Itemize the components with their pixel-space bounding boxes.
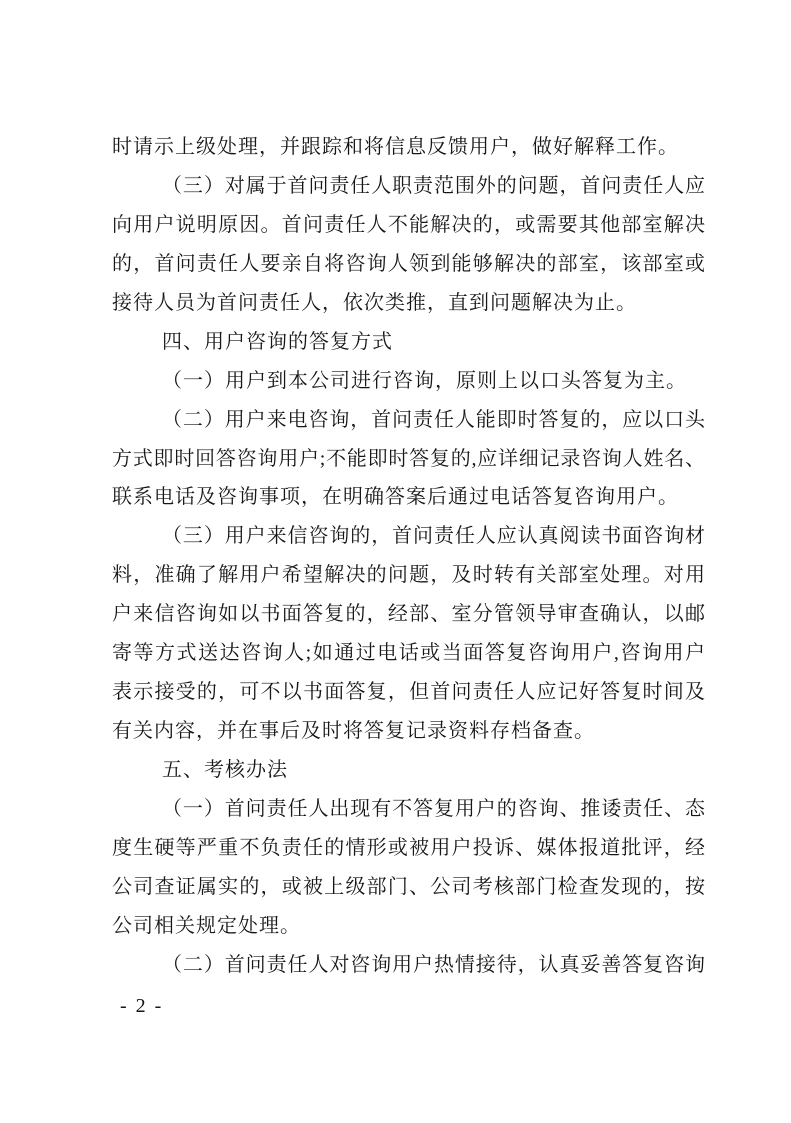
- text-line: （二）用户来电咨询，首问责任人能即时答复的，应以口头: [162, 408, 705, 431]
- text-line: （一）用户到本公司进行咨询，原则上以口头答复为主。: [162, 369, 687, 392]
- text-line: （三）对属于首问责任人职责范围外的问题，首问责任人应: [162, 174, 705, 197]
- text-line: 表示接受的，可不以书面答复，但首问责任人应记好答复时间及: [112, 681, 705, 704]
- text-line: 公司相关规定处理。: [112, 914, 301, 937]
- text-line: （二）首问责任人对咨询用户热情接待，认真妥善答复咨询: [162, 953, 705, 976]
- text-line: 户来信咨询如以书面答复的，经部、室分管领导审查确认，以邮: [112, 603, 705, 626]
- text-line: 向用户说明原因。首问责任人不能解决的，或需要其他部室解决: [112, 213, 705, 236]
- text-line: 的，首问责任人要亲自将咨询人领到能够解决的部室，该部室或: [112, 252, 705, 275]
- page-number: - 2 -: [120, 995, 164, 1017]
- text-line: 度生硬等严重不负责任的情形或被用户投诉、媒体报道批评，经: [112, 836, 705, 859]
- text-line: 公司查证属实的，或被上级部门、公司考核部门检查发现的，按: [112, 875, 705, 898]
- text-line: 有关内容，并在事后及时将答复记录资料存档备查。: [112, 720, 595, 743]
- text-line: （一）首问责任人出现有不答复用户的咨询、推诿责任、态: [162, 797, 705, 820]
- text-line: 料，准确了解用户希望解决的问题，及时转有关部室处理。对用: [112, 564, 705, 587]
- text-line: 寄等方式送达咨询人;如通过电话或当面答复咨询用户,咨询用户: [112, 642, 705, 665]
- text-line: 联系电话及咨询事项，在明确答案后通过电话答复咨询用户。: [112, 486, 679, 509]
- document-body: [112, 128, 705, 985]
- text-line: （三）用户来信咨询的，首问责任人应认真阅读书面咨询材: [162, 525, 705, 548]
- section-heading: 四、用户咨询的答复方式: [162, 330, 393, 353]
- text-line: 接待人员为首问责任人，依次类推，直到问题解决为止。: [112, 291, 637, 314]
- text-line: 方式即时回答咨询用户;不能即时答复的,应详细记录咨询人姓名、: [112, 447, 705, 470]
- section-heading: 五、考核办法: [162, 759, 288, 781]
- text-line: 时请示上级处理，并跟踪和将信息反馈用户，做好解释工作。: [112, 136, 679, 158]
